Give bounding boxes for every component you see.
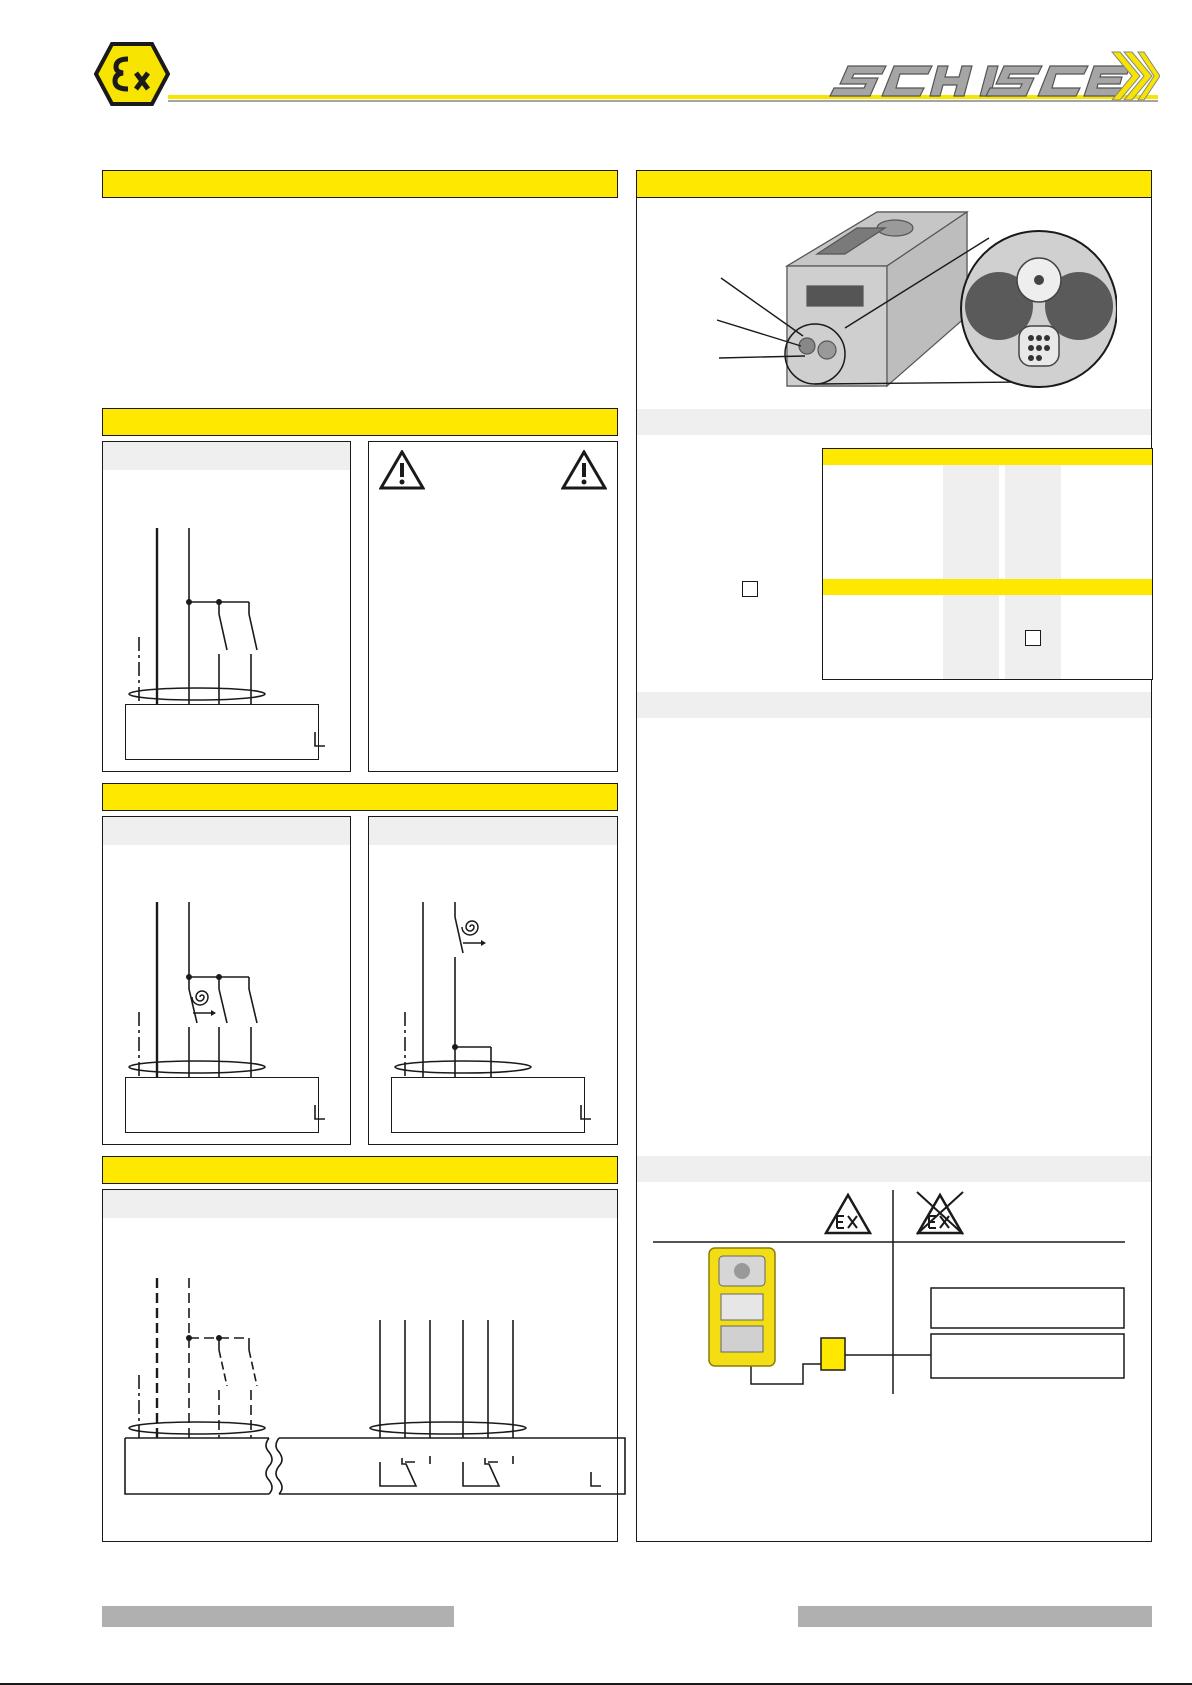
wiring-panel-2 xyxy=(102,816,351,1145)
ex-logo-icon xyxy=(92,40,172,108)
schischek-logo-icon xyxy=(820,48,1160,106)
footer-bar-left xyxy=(102,1606,454,1627)
yellow-actuator-image xyxy=(707,1246,777,1368)
warning-icon xyxy=(379,450,425,490)
spring-return-icon xyxy=(187,981,217,1019)
wiring-diagram-2 xyxy=(103,817,352,1146)
warning-icon xyxy=(561,450,607,490)
right-panel xyxy=(636,198,1152,1542)
section-header-right xyxy=(636,170,1152,198)
section-header-left-3 xyxy=(102,783,618,811)
wiring-panel-1 xyxy=(102,441,351,772)
wiring-diagram-1 xyxy=(103,442,352,773)
section-header-left-2 xyxy=(102,408,618,436)
non-ex-zone-icon xyxy=(913,1190,967,1236)
section-header-left-4 xyxy=(102,1156,618,1184)
wiring-diagram-3 xyxy=(369,817,619,1146)
ex-zone-icon xyxy=(823,1192,873,1236)
section-header-left-1 xyxy=(102,170,618,198)
footer-bar-right xyxy=(798,1606,1152,1627)
wiring-panel-3 xyxy=(368,816,618,1145)
wiring-panel-4 xyxy=(102,1189,618,1542)
wiring-diagram-4 xyxy=(103,1190,619,1543)
warning-panel xyxy=(368,441,618,772)
spring-return-icon xyxy=(457,911,487,949)
